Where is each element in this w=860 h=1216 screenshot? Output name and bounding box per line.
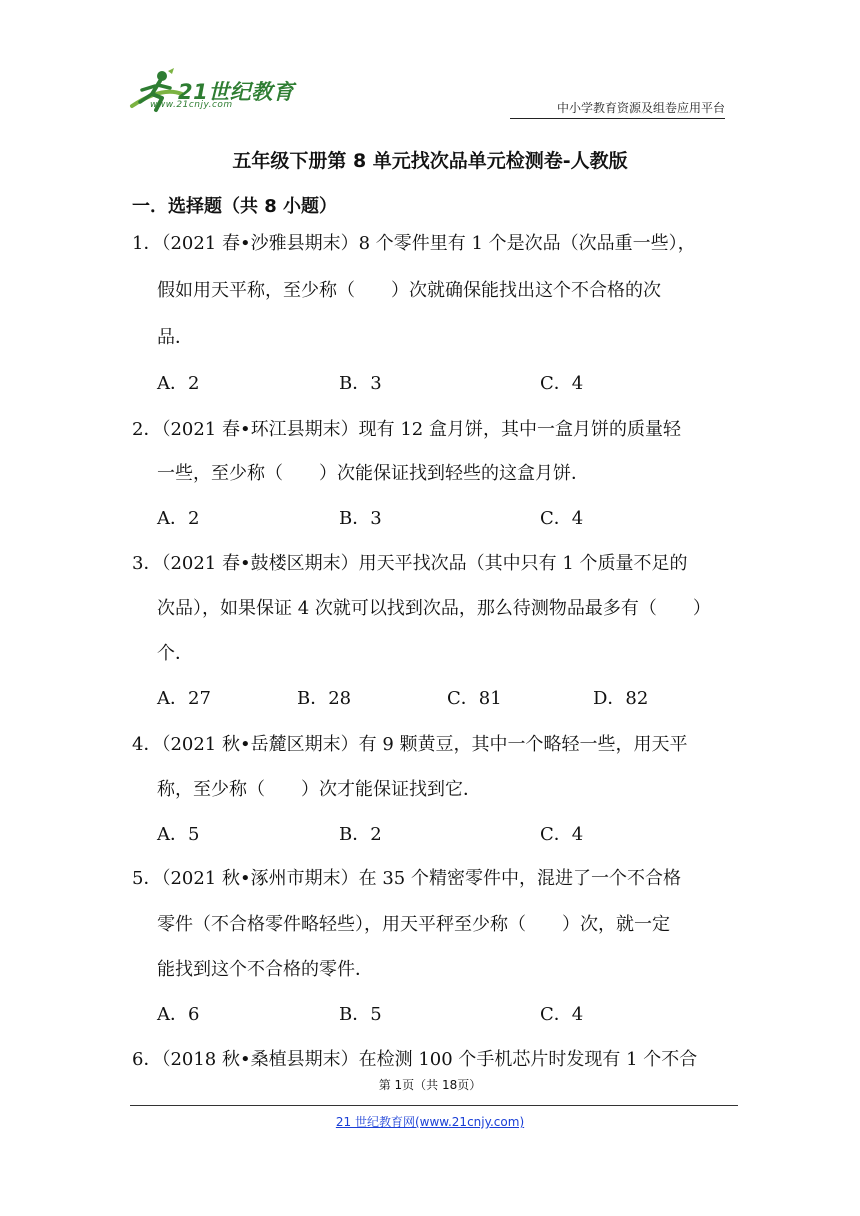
- question-4-option-c[interactable]: C．4: [540, 824, 584, 845]
- question-4-option-a[interactable]: A．5: [157, 824, 200, 845]
- question-5-option-b[interactable]: B．5: [339, 1004, 382, 1025]
- question-1-option-c[interactable]: C．4: [540, 373, 584, 394]
- question-2-line-1: 2．（2021 春•环江县期末）现有 12 盒月饼，其中一盒月饼的质量轻: [132, 419, 681, 440]
- question-3-option-c[interactable]: C．81: [447, 688, 502, 709]
- question-3-line-1: 3．（2021 春•鼓楼区期末）用天平找次品（其中只有 1 个质量不足的: [132, 553, 688, 574]
- question-5-line-3: 能找到这个不合格的零件．: [157, 959, 373, 980]
- question-2-option-c[interactable]: C．4: [540, 508, 584, 529]
- question-6-line-1: 6．（2018 秋•桑植县期末）在检测 100 个手机芯片时发现有 1 个不合: [132, 1049, 698, 1070]
- footer-link[interactable]: 21 世纪教育网(www.21cnjy.com): [335, 1115, 525, 1129]
- header-tagline: 中小学教育资源及组卷应用平台: [556, 101, 725, 115]
- question-5-line-1: 5．（2021 秋•涿州市期末）在 35 个精密零件中，混进了一个不合格: [132, 868, 681, 889]
- question-1-option-b[interactable]: B．3: [339, 373, 382, 394]
- question-2-option-b[interactable]: B．3: [339, 508, 382, 529]
- question-3-option-a[interactable]: A．27: [157, 688, 211, 709]
- logo-text: 21世纪教育: [178, 80, 295, 104]
- section-heading: 一．选择题（共 8 小题）: [132, 196, 338, 217]
- question-1-line-3: 品．: [157, 327, 193, 348]
- page-title: 五年级下册第 8 单元找次品单元检测卷-人教版: [232, 150, 628, 172]
- question-5-option-c[interactable]: C．4: [540, 1004, 584, 1025]
- question-3-option-d[interactable]: D．82: [593, 688, 649, 709]
- question-4-line-2: 称，至少称（ ）次才能保证找到它．: [157, 779, 481, 800]
- footer-divider: [130, 1105, 738, 1106]
- question-3-option-b[interactable]: B．28: [297, 688, 352, 709]
- question-1-line-1: 1．（2021 春•沙雅县期末）8 个零件里有 1 个是次品（次品重一些），: [132, 233, 696, 254]
- question-1-option-a[interactable]: A．2: [157, 373, 200, 394]
- page-header: [0, 0, 860, 130]
- question-2-option-a[interactable]: A．2: [157, 508, 200, 529]
- question-4-option-b[interactable]: B．2: [339, 824, 382, 845]
- logo-url: www.21cnjy.com: [150, 100, 233, 110]
- question-4-line-1: 4．（2021 秋•岳麓区期末）有 9 颗黄豆，其中一个略轻一些，用天平: [132, 734, 688, 755]
- question-3-line-2: 次品），如果保证 4 次就可以找到次品，那么待测物品最多有（ ）: [157, 598, 711, 619]
- page-number: 第 1页（共 18页）: [378, 1078, 482, 1092]
- question-3-line-3: 个．: [157, 643, 193, 664]
- header-divider: [510, 118, 725, 119]
- question-5-option-a[interactable]: A．6: [157, 1004, 200, 1025]
- question-5-line-2: 零件（不合格零件略轻些），用天平秤至少称（ ）次，就一定: [157, 914, 670, 935]
- question-2-line-2: 一些，至少称（ ）次能保证找到轻些的这盒月饼．: [157, 463, 589, 484]
- question-1-line-2: 假如用天平称，至少称（ ）次就确保能找出这个不合格的次: [157, 280, 661, 301]
